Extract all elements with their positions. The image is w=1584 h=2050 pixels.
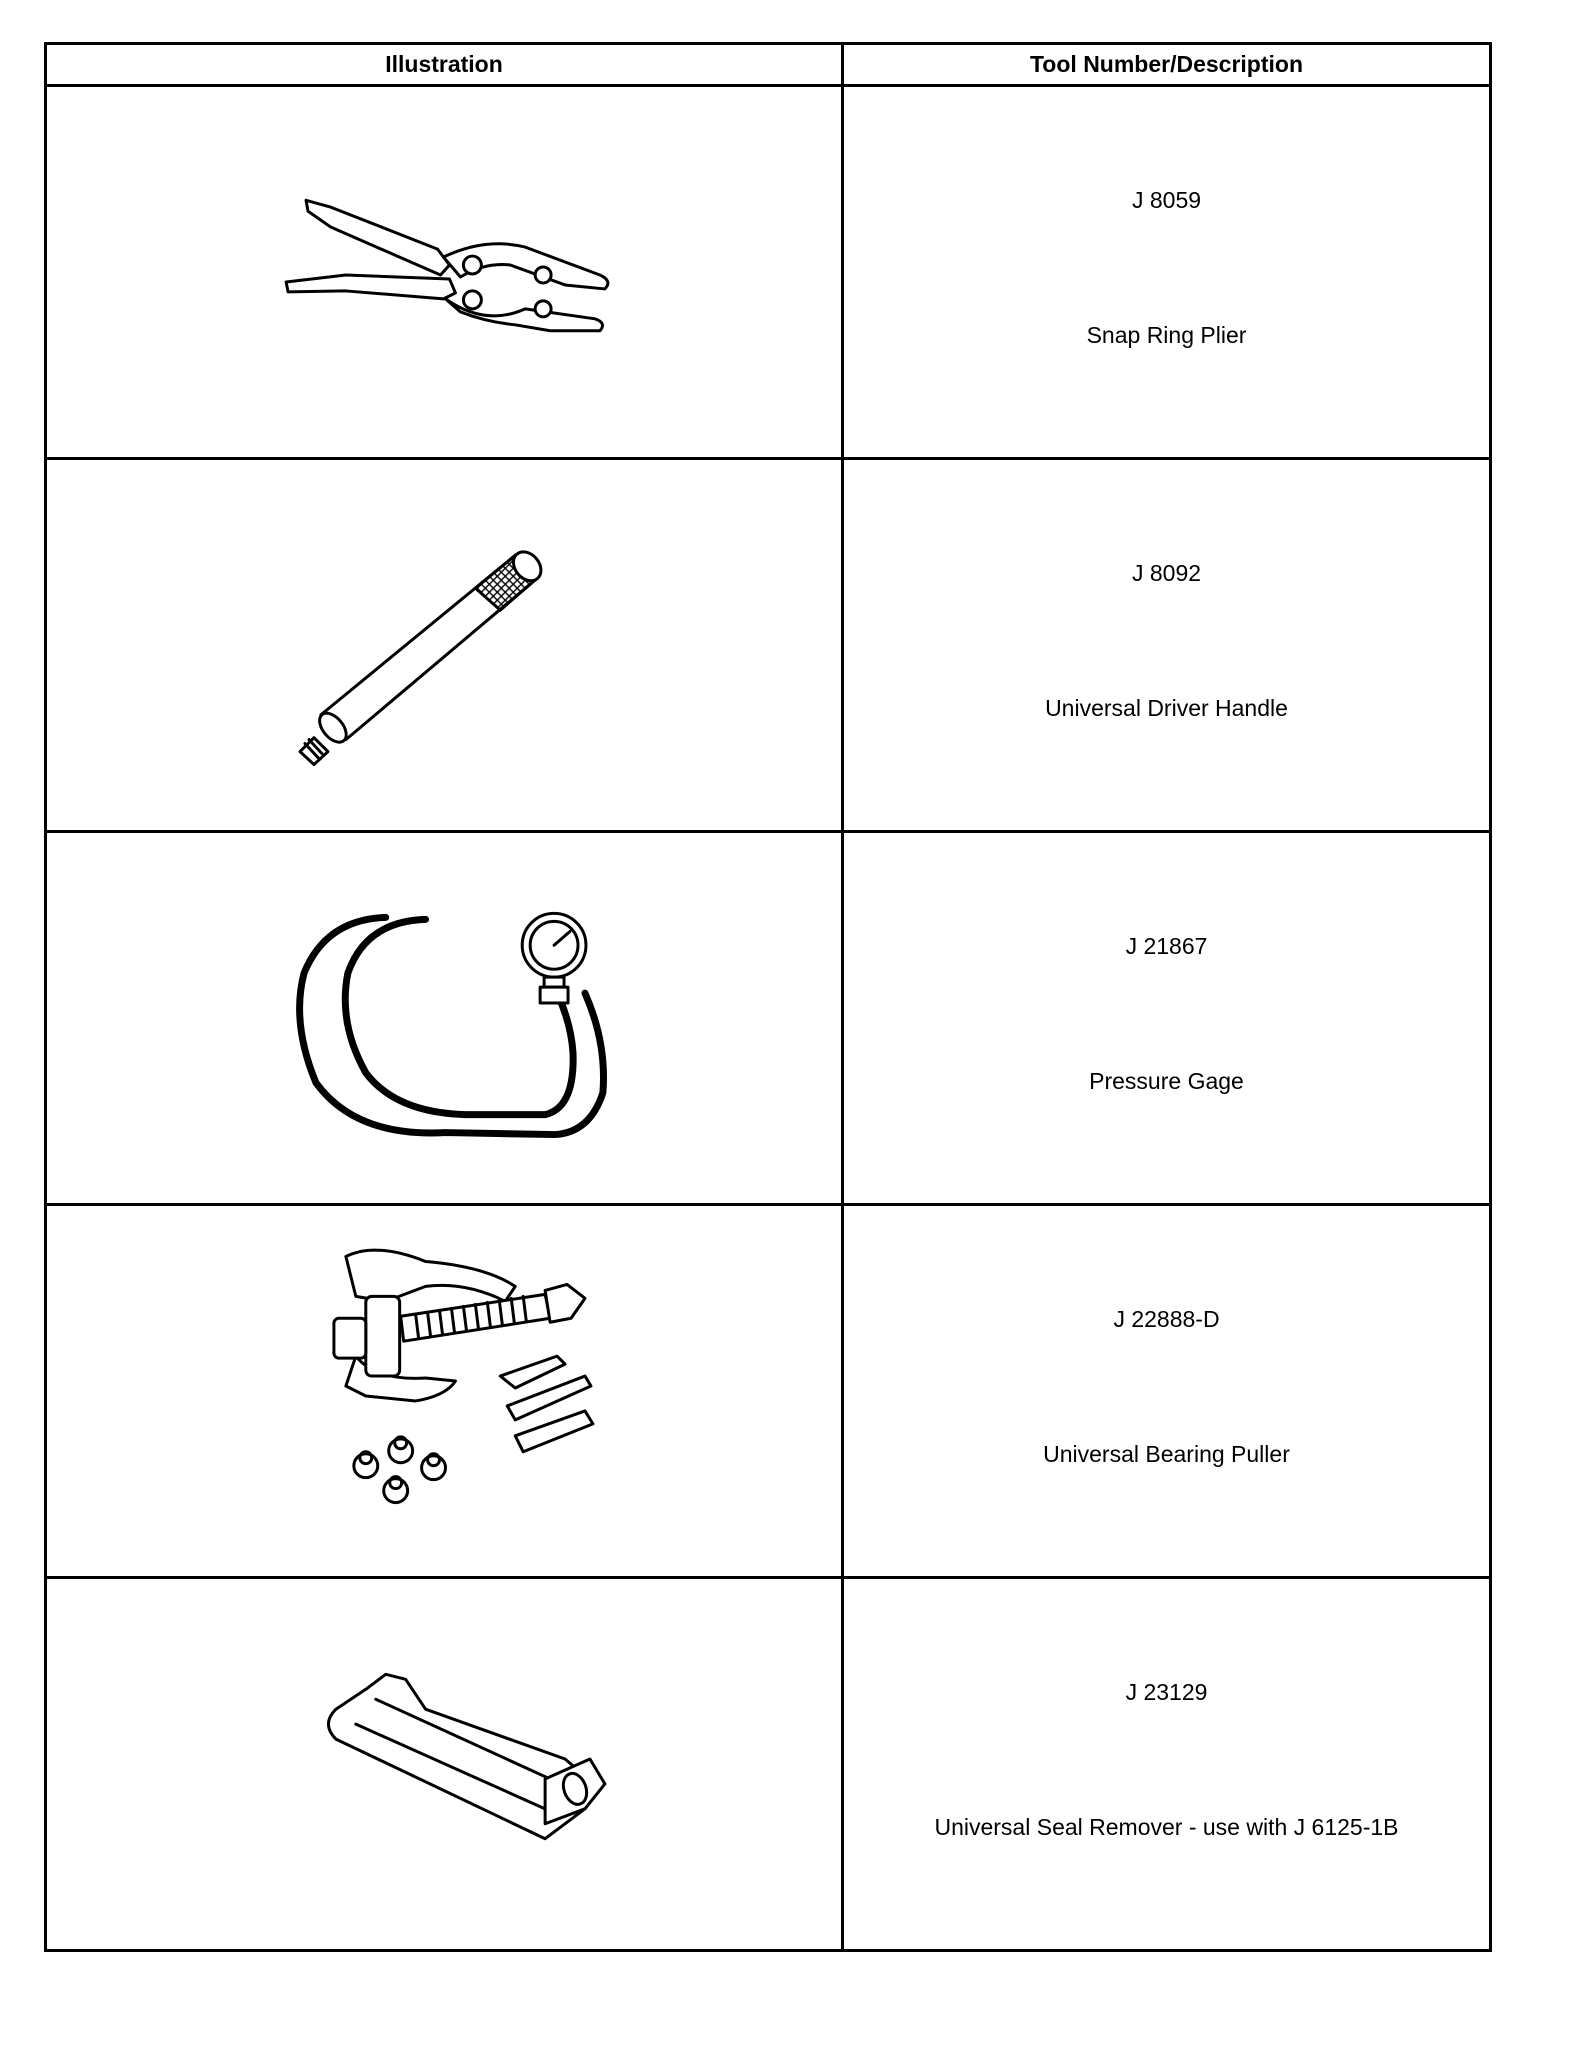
tool-description: Pressure Gage [1089,1068,1244,1094]
tool-column-header: Tool Number/Description [843,44,1491,86]
snap-ring-plier-icon [47,87,841,457]
tool-info-cell [843,1205,1491,1578]
illustration-cell [46,832,843,1205]
special-tools-table [44,42,1492,1952]
tool-number: J 8092 [1131,560,1202,586]
table-row [46,86,1491,459]
table-row [46,832,1491,1205]
tool-number: J 8059 [1131,187,1202,213]
tool-description: Snap Ring Plier [1086,322,1247,348]
table-row [46,1205,1491,1578]
tool-number: J 21867 [1125,933,1208,959]
tool-info-cell [843,86,1491,459]
illustration-cell [46,1578,843,1951]
illustration-cell [46,459,843,832]
driver-handle-icon [47,460,841,830]
tool-info-cell [843,832,1491,1205]
pressure-gage-icon [47,833,841,1203]
table-row [46,1578,1491,1951]
seal-remover-icon [47,1579,841,1949]
bearing-puller-icon [47,1206,841,1576]
tool-description: Universal Driver Handle [1045,695,1288,721]
tool-number: J 22888-D [1113,1306,1220,1332]
tool-info-cell [843,459,1491,832]
illustration-cell [46,86,843,459]
tool-description: Universal Bearing Puller [1043,1441,1290,1467]
table-row [46,459,1491,832]
illustration-column-header: Illustration [46,44,843,86]
tool-description: Universal Seal Remover - use with J 6125-1B [934,1814,1399,1840]
header-row [46,44,1491,86]
illustration-cell [46,1205,843,1578]
tool-number: J 23129 [1125,1679,1208,1705]
tool-info-cell [843,1578,1491,1951]
